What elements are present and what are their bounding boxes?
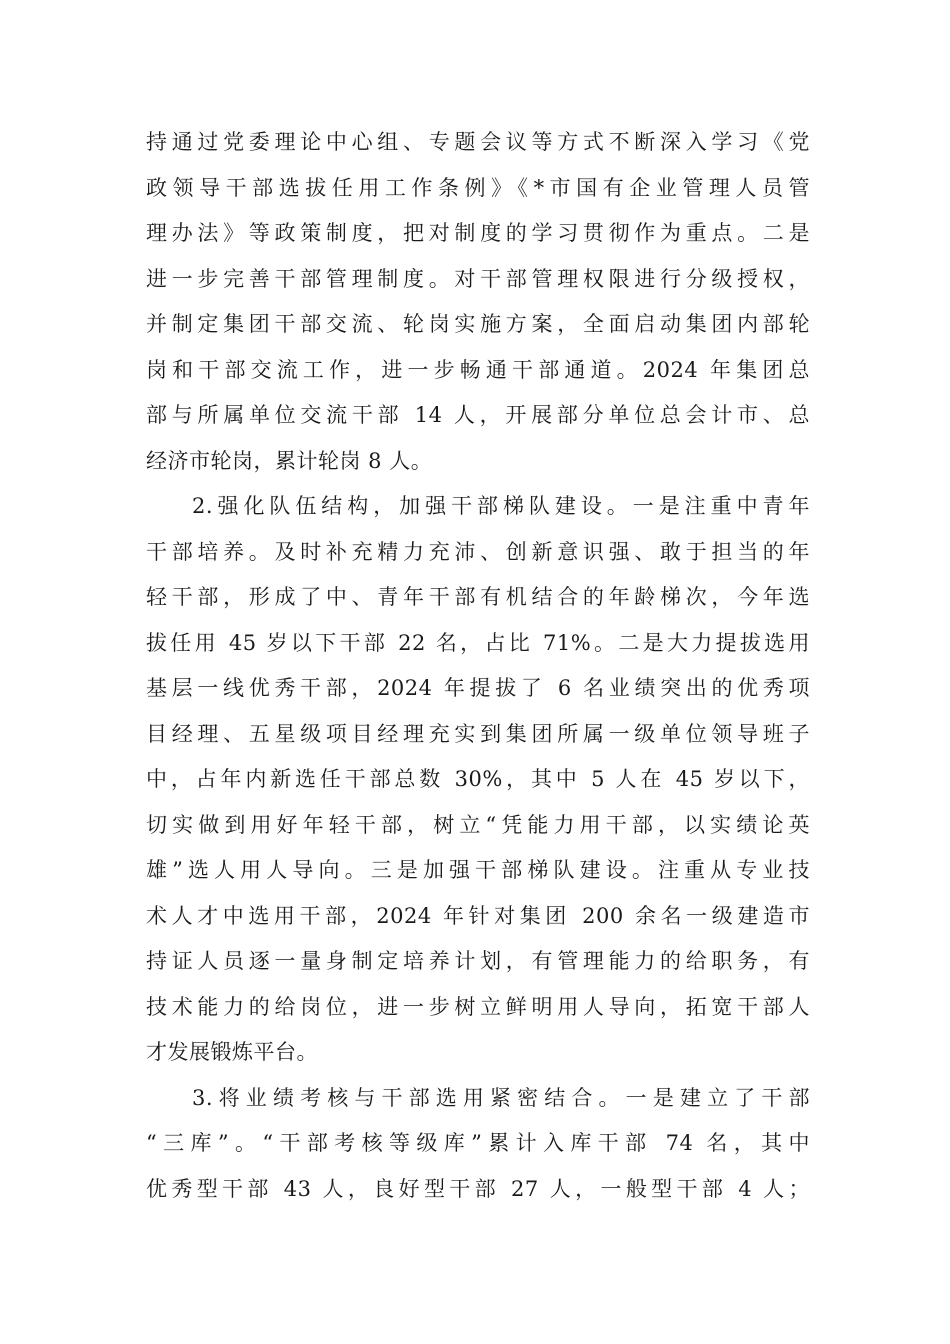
text-line: 岗和干部交流工作，进一步畅通干部通道。2024 年集团总 — [146, 357, 810, 382]
text-line: 理办法》等政策制度，把对制度的学习贯彻作为重点。二是 — [146, 221, 810, 245]
paragraph-heading-line: 2.强化队伍结构，加强干部梯队建设。一是注重中青年 — [192, 494, 810, 518]
paragraph-heading-line: 3.将业绩考核与干部选用紧密结合。一是建立了干部 — [192, 1085, 810, 1110]
text-line: 优秀型干部 43 人，良好型干部 27 人，一般型干部 4 人； — [146, 1176, 810, 1201]
text-line: 技术能力的给岗位，进一步树立鲜明用人导向，拓宽干部人 — [146, 994, 810, 1019]
text-line: “三库”。“干部考核等级库”累计入库干部 74 名，其中 — [146, 1131, 810, 1155]
text-line: 目经理、五星级项目经理充实到集团所属一级单位领导班子 — [146, 721, 810, 746]
text-line: 雄”选人用人导向。三是加强干部梯队建设。注重从专业技 — [146, 858, 810, 882]
text-line: 进一步完善干部管理制度。对干部管理权限进行分级授权， — [146, 266, 810, 291]
text-line: 才发展锻炼平台。 — [146, 1040, 318, 1064]
text-line: 部与所属单位交流干部 14 人，开展部分单位总会计市、总 — [146, 403, 810, 427]
text-line: 并制定集团干部交流、轮岗实施方案，全面启动集团内部轮 — [146, 312, 810, 336]
text-line: 拔任用 45 岁以下干部 22 名，占比 71%。二是大力提拔选用 — [146, 630, 810, 655]
document-body — [146, 120, 810, 1212]
text-line: 轻干部，形成了中、青年干部有机结合的年龄梯次，今年选 — [146, 585, 810, 609]
text-line: 术人才中选用干部，2024 年针对集团 200 余名一级建造市 — [146, 903, 810, 928]
text-line: 干部培养。及时补充精力充沛、创新意识强、敢于担当的年 — [146, 539, 810, 564]
text-line: 政领导干部选拔任用工作条例》《*市国有企业管理人员管 — [146, 175, 810, 200]
text-line: 持通过党委理论中心组、专题会议等方式不断深入学习《党 — [146, 130, 810, 154]
text-line: 基层一线优秀干部，2024 年提拔了 6 名业绩突出的优秀项 — [146, 676, 810, 700]
text-line: 经济市轮岗，累计轮岗 8 人。 — [146, 448, 433, 473]
text-line: 中，占年内新选任干部总数 30%，其中 5 人在 45 岁以下， — [146, 767, 810, 791]
text-line: 切实做到用好年轻干部，树立“凭能力用干部，以实绩论英 — [146, 812, 810, 837]
text-line: 持证人员逐一量身制定培养计划，有管理能力的给职务，有 — [146, 949, 810, 973]
